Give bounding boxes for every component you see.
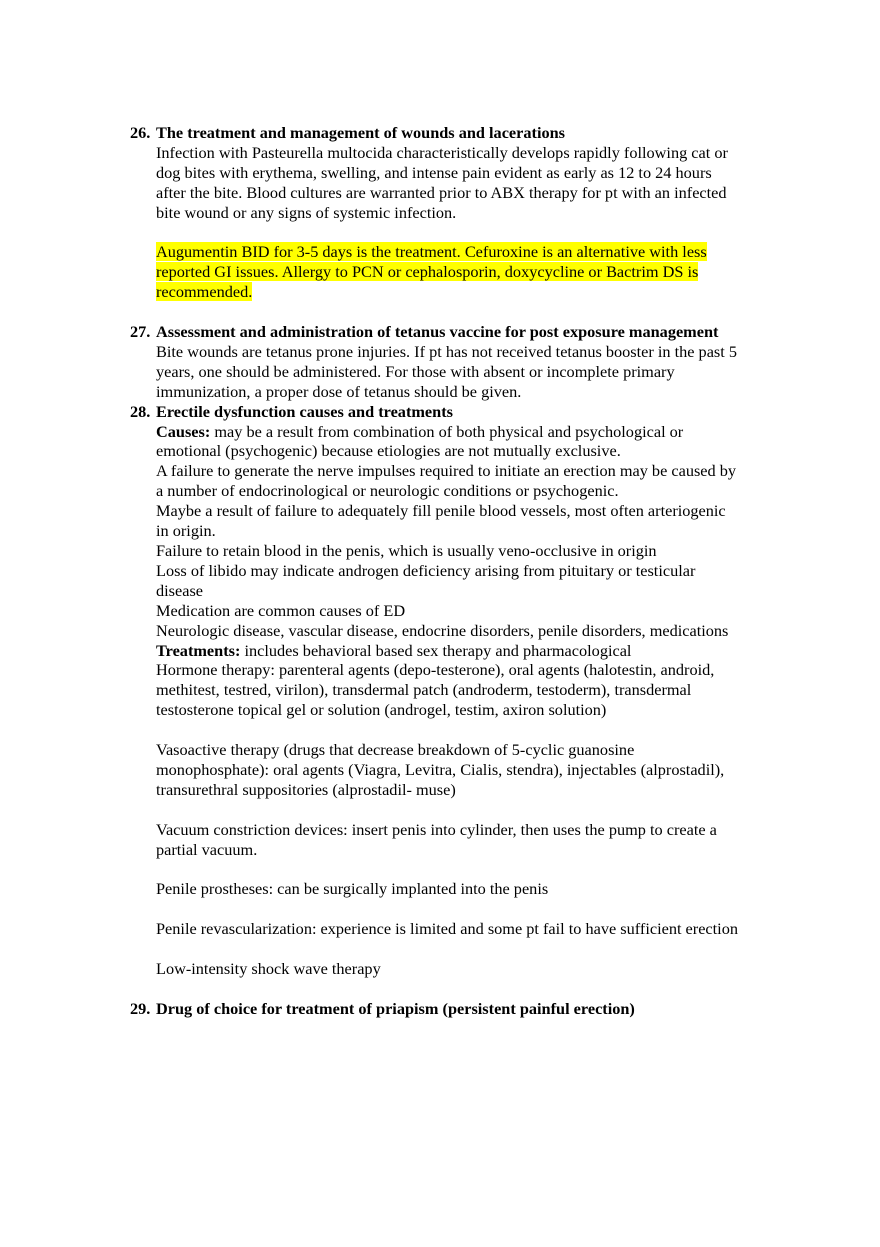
section-28 [130, 402, 790, 979]
section-heading [130, 402, 790, 422]
vasoactive-therapy-line: Vasoactive therapy (drugs that decrease breakdown of 5-cyclic guanosine [156, 740, 635, 760]
vasoactive-therapy-line: monophosphate): oral agents (Viagra, Levitra, Cialis, stendra), injectables (alprostadil), [156, 759, 725, 779]
causes-line: in origin. [156, 521, 216, 541]
blank-line [156, 223, 790, 243]
shockwave-line: Low-intensity shock wave therapy [156, 958, 381, 978]
highlight-text: Augumentin BID for 3-5 days is the treatment. Cefuroxine is an alternative with less [156, 242, 707, 262]
blank-line [156, 720, 790, 740]
blank-line [156, 859, 790, 879]
paragraph-line: Bite wounds are tetanus prone injuries. If pt has not received tetanus booster in the past 5 [156, 341, 737, 361]
causes-line [156, 422, 790, 442]
paragraph-line: dog bites with erythema, swelling, and intense pain evident as early as 12 to 24 hours [156, 162, 712, 182]
document-content [130, 123, 790, 1019]
vacuum-device-line: Vacuum constriction devices: insert penis into cylinder, then uses the pump to create a [156, 819, 717, 839]
causes-line: Maybe a result of failure to adequately fill penile blood vessels, most often arteriogenic [156, 501, 726, 521]
section-number: 27. [130, 322, 151, 342]
section-title: Erectile dysfunction causes and treatments [156, 401, 453, 421]
causes-line: a number of endocrinological or neurologic conditions or psychogenic. [156, 481, 619, 501]
section-heading [130, 123, 790, 143]
section-number: 28. [130, 401, 151, 421]
section-body [130, 422, 790, 979]
causes-text: may be a result from combination of both physical and psychological or [210, 421, 684, 441]
paragraph-line: immunization, a proper dose of tetanus should be given. [156, 381, 522, 401]
highlight-text: reported GI issues. Allergy to PCN or cephalosporin, doxycycline or Bactrim DS is [156, 262, 699, 282]
highlighted-line [156, 282, 790, 302]
vasoactive-therapy-line: transurethral suppositories (alprostadil- muse) [156, 779, 456, 799]
blank-line [156, 800, 790, 820]
section-title: The treatment and management of wounds and lacerations [156, 123, 565, 142]
causes-line: Loss of libido may indicate androgen deficiency arising from pituitary or testicular [156, 560, 696, 580]
vacuum-device-line: partial vacuum. [156, 839, 258, 859]
highlighted-line [156, 262, 790, 282]
section-29 [130, 999, 790, 1019]
causes-line: emotional (psychogenic) because etiologies are not mutually exclusive. [156, 441, 621, 461]
revascularization-line: Penile revascularization: experience is limited and some pt fail to have sufficient erection [156, 919, 738, 939]
section-number: 29. [130, 998, 151, 1018]
section-26 [130, 123, 790, 302]
section-title: Assessment and administration of tetanus vaccine for post exposure management [156, 322, 719, 342]
section-title: Drug of choice for treatment of priapism (persistent painful erection) [156, 998, 635, 1018]
section-spacer [130, 979, 790, 999]
prostheses-line: Penile prostheses: can be surgically implanted into the penis [156, 879, 549, 899]
causes-line: A failure to generate the nerve impulses required to initiate an erection may be caused by [156, 461, 737, 481]
paragraph-line: after the bite. Blood cultures are warranted prior to ABX therapy for pt with an infected [156, 182, 727, 202]
paragraph-line: bite wound or any signs of systemic infection. [156, 202, 457, 222]
paragraph-line: years, one should be administered. For those with absent or incomplete primary [156, 361, 675, 381]
section-spacer [130, 302, 790, 322]
causes-line: Medication are common causes of ED [156, 600, 406, 620]
section-heading [130, 322, 790, 342]
blank-line [156, 939, 790, 959]
blank-line [156, 899, 790, 919]
hormone-therapy-line: testosterone topical gel or solution (androgel, testim, axiron solution) [156, 700, 607, 720]
causes-line: disease [156, 580, 204, 600]
hormone-therapy-line: Hormone therapy: parenteral agents (depo-testerone), oral agents (halotestin, android, [156, 660, 715, 680]
section-body [130, 342, 790, 402]
highlight-text: recommended. [156, 282, 253, 302]
section-heading [130, 999, 790, 1019]
section-number: 26. [130, 123, 151, 142]
section-body [130, 143, 790, 302]
paragraph-line: Infection with Pasteurella multocida characteristically develops rapidly following cat or [156, 142, 728, 162]
hormone-therapy-line: methitest, testred, virilon), transdermal patch (androderm, testoderm), transdermal [156, 680, 692, 700]
causes-line: Neurologic disease, vascular disease, endocrine disorders, penile disorders, medications [156, 620, 729, 640]
treatments-label: Treatments: [156, 640, 241, 660]
section-27 [130, 322, 790, 402]
treatments-text: includes behavioral based sex therapy and pharmacological [240, 640, 632, 660]
highlighted-line [156, 242, 790, 262]
causes-line: Failure to retain blood in the penis, which is usually veno-occlusive in origin [156, 541, 657, 560]
treatments-line [156, 641, 790, 661]
causes-label: Causes: [156, 421, 211, 441]
